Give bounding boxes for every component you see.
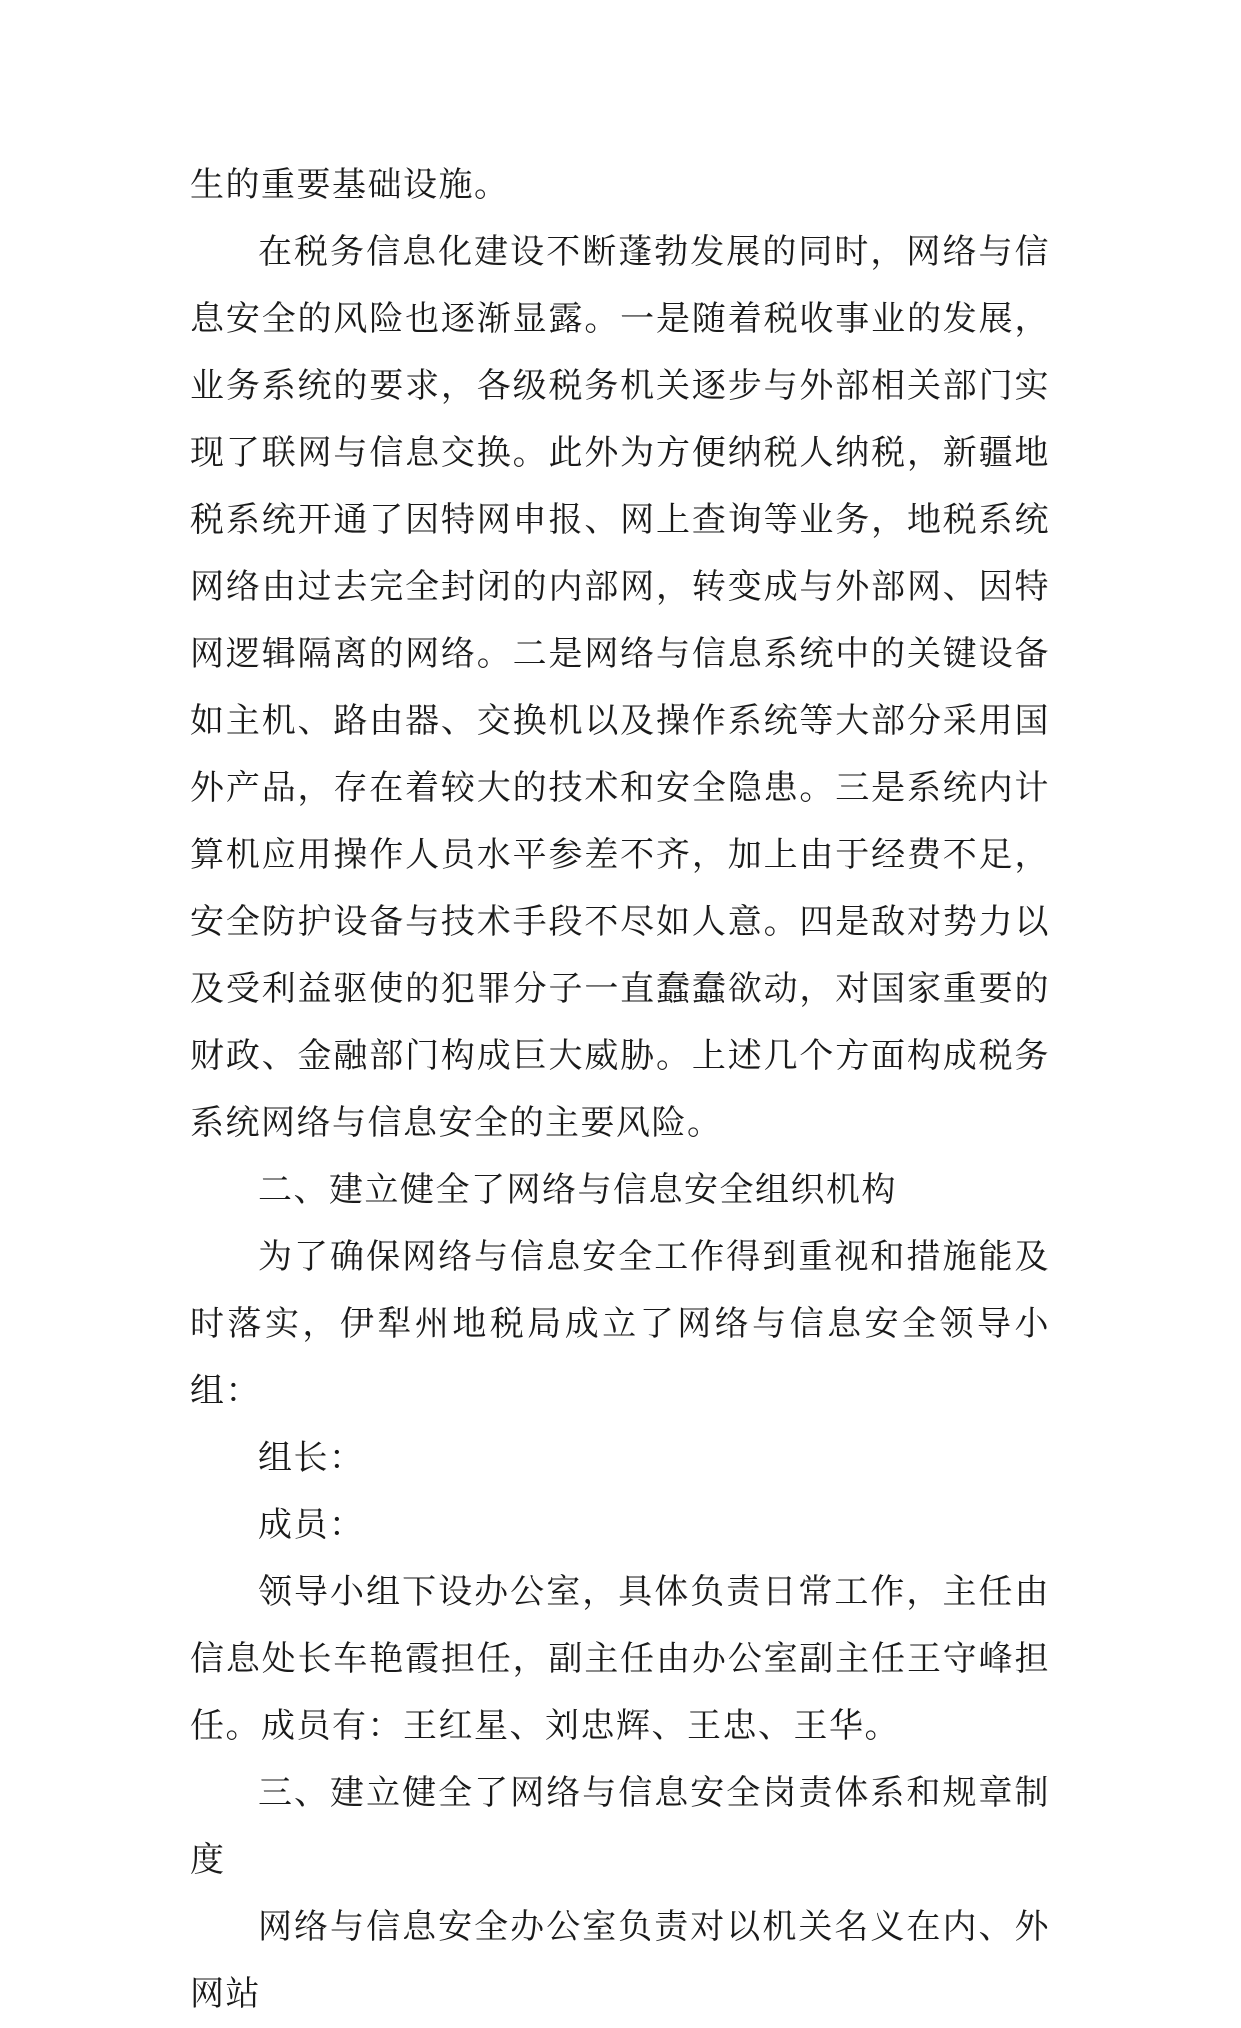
section-heading-responsibility: 三、建立健全了网络与信息安全岗责体系和规章制度 [190, 1773, 1050, 1880]
document-body [190, 152, 1050, 2028]
group-leader-line: 组长： [258, 1438, 365, 1478]
paragraph-office-duty: 网络与信息安全办公室负责对以机关名义在内、外网站 [190, 1907, 1050, 2014]
section-heading-organization: 二、建立健全了网络与信息安全组织机构 [258, 1170, 897, 1210]
paragraph-continuation: 生的重要基础设施。 [190, 165, 510, 205]
paragraph-office: 领导小组下设办公室，具体负责日常工作，主任由信息处长车艳霞担任，副主任由办公室副主任王守峰担任。成员有：王红星、刘忠辉、王忠、王华。 [190, 1572, 1050, 1746]
paragraph-risk-description: 在税务信息化建设不断蓬勃发展的同时，网络与信息安全的风险也逐渐显露。一是随着税收事业的发展，业务系统的要求，各级税务机关逐步与外部相关部门实现了联网与信息交换。此外为方便纳税人纳税，新疆地税系统开通了因特网申报、网上查询等业务，地税系统网络由过去完全封闭的内部网，转变成与外部网、因特网逻辑隔离的网络。二是网络与信息系统中的关键设备如主机、路由器、交换机以及操作系统等大部分采用国外产品，存在着较大的技术和安全隐患。三是系统内计算机应用操作人员水平参差不齐，加上由于经费不足，安全防护设备与技术手段不尽如人意。四是敌对势力以及受利益驱使的犯罪分子一直蠢蠢欲动，对国家重要的财政、金融部门构成巨大威胁。上述几个方面构成税务系统网络与信息安全的主要风险。 [190, 232, 1050, 1143]
group-members-line: 成员： [258, 1505, 365, 1545]
paragraph-leading-group: 为了确保网络与信息安全工作得到重视和措施能及时落实，伊犁州地税局成立了网络与信息安全领导小组： [190, 1237, 1050, 1411]
